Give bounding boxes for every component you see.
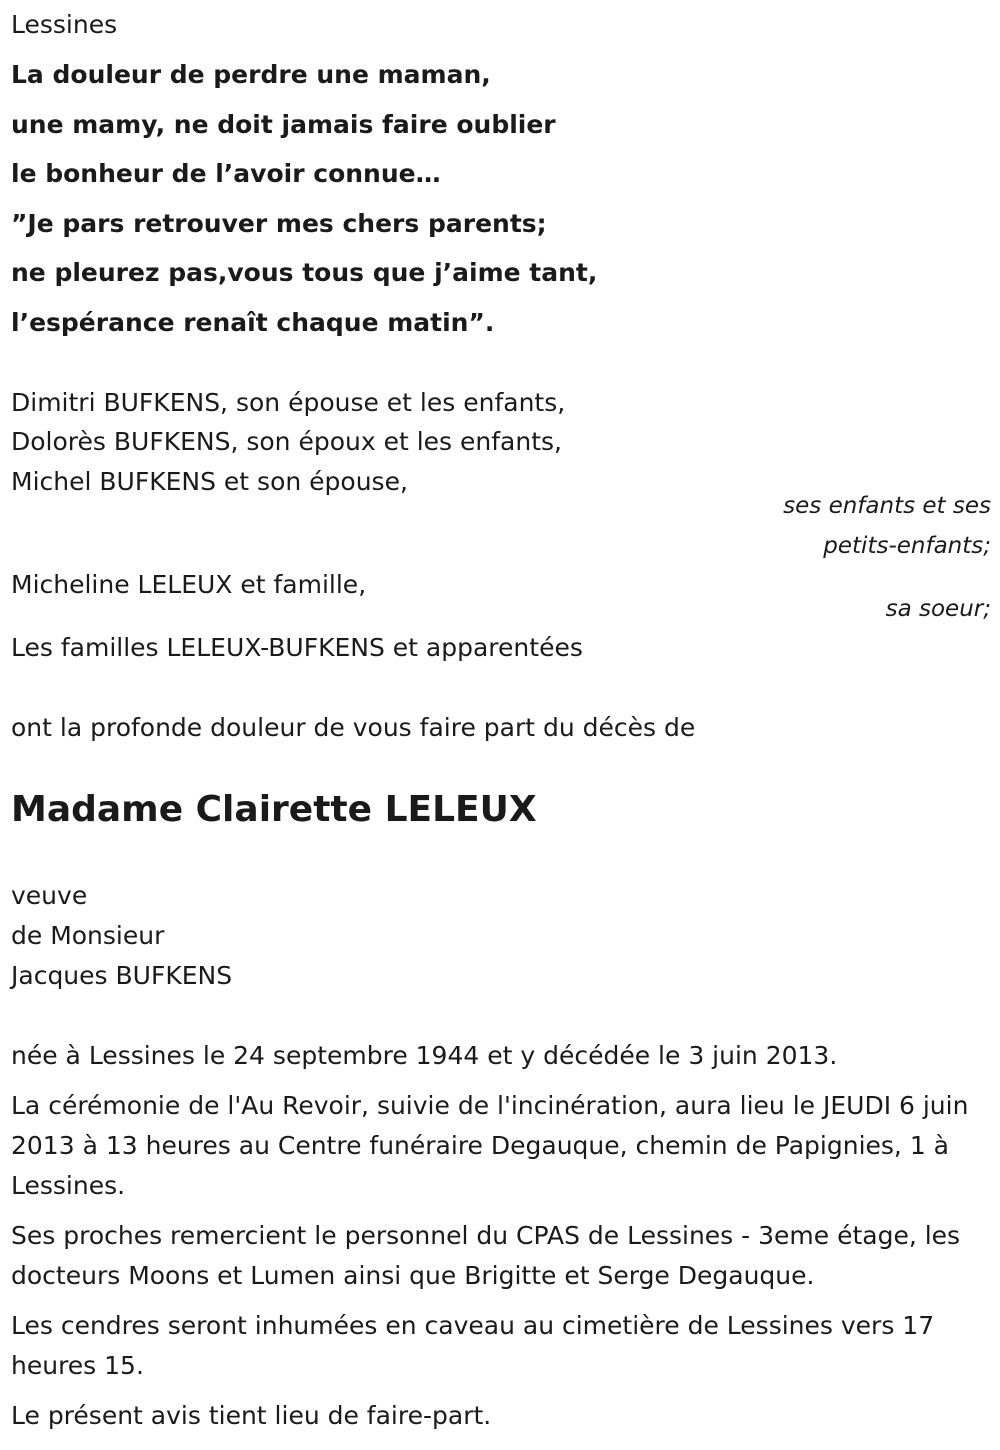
families-line: Les familles LELEUX-BUFKENS et apparentées [11,633,583,662]
family-member: Dimitri BUFKENS, son épouse et les enfants, [11,388,566,417]
announcement: ont la profonde douleur de vous faire part du décès de [11,713,696,742]
poem-line: ne pleurez pas,vous tous que j’aime tant, [11,258,598,287]
widow-line: de Monsieur [11,921,165,950]
poem-line: ”Je pars retrouver mes chers parents; [11,209,547,238]
poem-line: le bonheur de l’avoir connue… [11,159,441,188]
children-role: petits-enfants; [823,533,991,559]
place-heading: Lessines [11,10,118,39]
thanks-text: Ses proches remercient le personnel du CPAS de Lessines - 3eme étage, les docteurs Moons et Lumen ainsi que Brigitte et Serge Degauque. [11,1221,961,1290]
ashes-text: Les cendres seront inhumées en caveau au cimetière de Lessines vers 17 heures 15. [11,1311,935,1380]
widow-line: Jacques BUFKENS [11,961,233,990]
deceased-name: Madame Clairette LELEUX [11,789,537,830]
sister-role: sa soeur; [885,596,991,622]
poem-line: l’espérance renaît chaque matin”. [11,308,495,337]
ceremony-text: La cérémonie de l'Au Revoir, suivie de l'incinération, aura lieu le JEUDI 6 juin 2013 à 13 heures au Centre funéraire Degauque, chemin de Papignies, 1 à Lessines. [11,1091,969,1200]
family-member: Dolorès BUFKENS, son époux et les enfants, [11,427,562,456]
widow-line: veuve [11,881,88,910]
children-role: ses enfants et ses [783,493,991,519]
sister-name: Micheline LELEUX et famille, [11,570,367,599]
family-member: Michel BUFKENS et son épouse, [11,467,408,496]
poem-line: La douleur de perdre une maman, [11,60,491,89]
notice-text: Le présent avis tient lieu de faire-part. [11,1401,492,1430]
birth-death-text: née à Lessines le 24 septembre 1944 et y décédée le 3 juin 2013. [11,1041,838,1070]
poem-line: une mamy, ne doit jamais faire oublier [11,110,556,139]
